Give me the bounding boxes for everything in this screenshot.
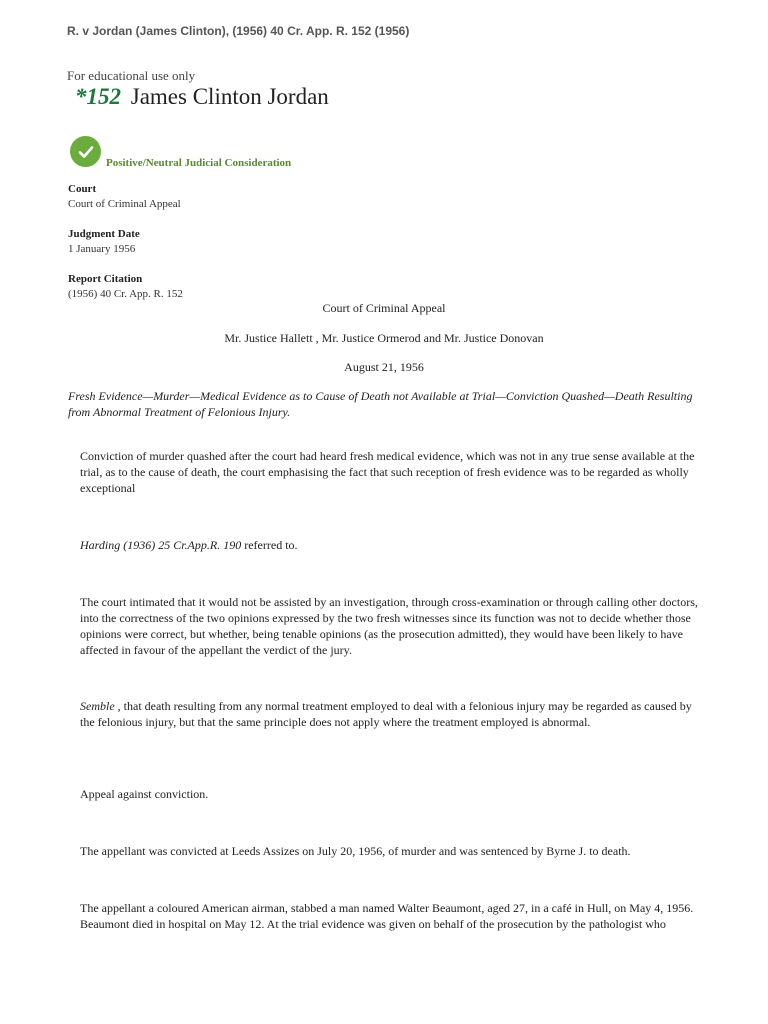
treatment-label: Positive/Neutral Judicial Consideration: [106, 157, 292, 169]
document-header: R. v Jordan (James Clinton), (1956) 40 Cr. App. R. 152 (1956): [67, 24, 410, 38]
hearing-date: August 21, 1956: [344, 360, 424, 374]
star-page-number: *152: [75, 84, 121, 109]
paragraph-5: Appeal against conviction.: [80, 787, 209, 801]
judgment-date-value: 1 January 1956: [68, 243, 136, 255]
paragraph-6: The appellant was convicted at Leeds Assizes on July 20, 1956, of murder and was sentenced by Byrne J. to death.: [80, 844, 631, 858]
case-reference: Harding (1936) 25 Cr.App.R. 190: [80, 538, 242, 552]
educational-use-notice: For educational use only: [67, 68, 196, 83]
court-value: Court of Criminal Appeal: [68, 198, 181, 210]
paragraph-1: Conviction of murder quashed after the court had heard fresh medical evidence, which was not in any true sense available at the trial, as to the cause of death, the court emphasising the fact that such reception of fresh evidence was to be regarded as wholly exceptional: [80, 449, 695, 495]
judges-line: Mr. Justice Hallett , Mr. Justice Ormerod and Mr. Justice Donovan: [224, 331, 544, 345]
court-heading: Court of Criminal Appeal: [322, 301, 446, 315]
case-name: James Clinton Jordan: [130, 84, 329, 109]
paragraph-4: [80, 698, 704, 730]
paragraph-3: The court intimated that it would not be assisted by an investigation, through cross-examination or through calling other doctors, into the correctness of the two opinions expressed by the two fresh witnesses since its function was not to decide whether those opinions were correct, but whether, being tenable opinions (as the prosecution admitted), they would have been likely to have affected in favour of the appellant the verdict of the jury.: [80, 595, 698, 657]
court-label: Court: [68, 183, 97, 195]
paragraph-7: The appellant a coloured American airman, stabbed a man named Walter Beaumont, aged 27, in a café in Hull, on May 4, 1956. Beaumont died in hospital on May 12. At the trial evidence was given on behalf of the prosecution by the pathologist who: [80, 901, 694, 931]
report-citation-value: (1956) 40 Cr. App. R. 152: [68, 288, 183, 300]
treatment-badge: [70, 136, 101, 167]
headnote-catchwords: Fresh Evidence—Murder—Medical Evidence as to Cause of Death not Available at Trial—Conviction Quashed—Death Resulting from Abnormal Treatment of Felonious Injury.: [68, 389, 693, 419]
judgment-date-label: Judgment Date: [68, 228, 140, 240]
paragraph-4-text: , that death resulting from any normal treatment employed to deal with a felonious injury may be regarded as caused by the felonious injury, but that the same principle does not apply where the treatment employed is abnormal.: [80, 699, 692, 729]
check-icon: [77, 143, 95, 161]
paragraph-2-text: referred to.: [241, 538, 298, 552]
semble-term: Semble: [80, 699, 115, 713]
report-citation-label: Report Citation: [68, 273, 143, 285]
page-title: [75, 84, 329, 110]
paragraph-2: [80, 537, 704, 553]
